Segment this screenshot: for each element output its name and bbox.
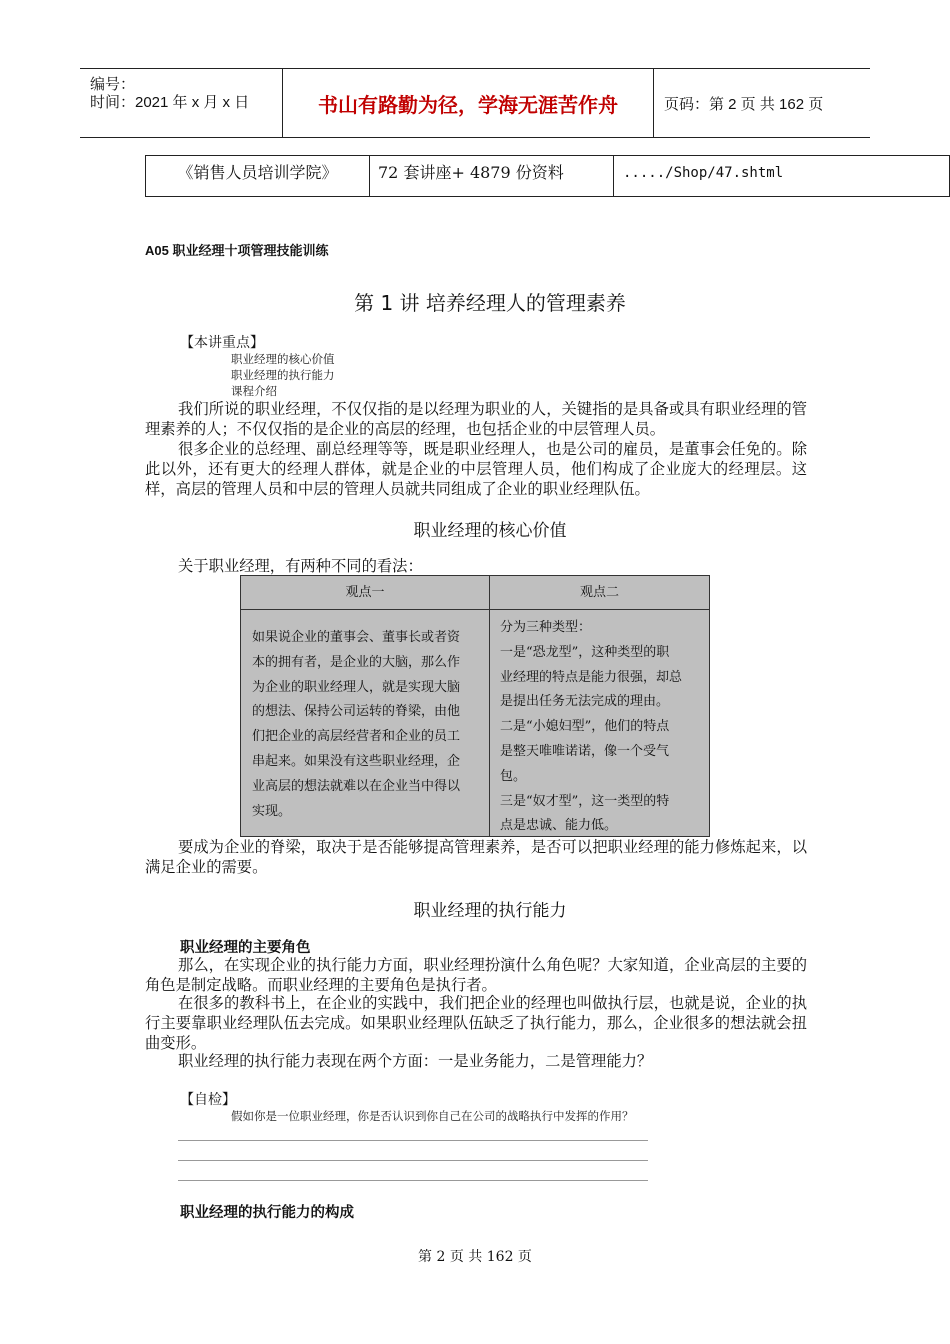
section-title: 职业经理的核心价值	[413, 521, 567, 541]
page-footer: 第 2 页 共 162 页	[418, 1249, 532, 1265]
section-title: 职业经理的执行能力	[413, 901, 567, 921]
subheading: 职业经理的执行能力的构成	[180, 1205, 354, 1221]
section-lead: 关于职业经理，有两种不同的看法：	[178, 557, 423, 575]
section-paragraph: 要成为企业的脊梁，取决于是否能够提高管理素养，是否可以把职业经理的能力修炼起来，以满足企业的需要。	[145, 838, 807, 876]
key-point-item: 职业经理的核心价值	[231, 352, 335, 366]
source-name: 《销售人员培训学院》	[146, 156, 370, 196]
self-check-question: 假如你是一位职业经理，你是否认识到你自己在公司的战略执行中发挥的作用？	[231, 1109, 634, 1123]
table-header-left: 观点一	[241, 576, 490, 610]
key-point-item: 课程介绍	[231, 384, 277, 398]
key-points-label: 【本讲重点】	[180, 335, 264, 351]
section-paragraph: 那么，在实现企业的执行能力方面，职业经理扮演什么角色呢？大家知道，企业高层的主要的角色是制定战略。而职业经理的主要角色是执行者。	[145, 956, 807, 994]
self-check-label: 【自检】	[180, 1092, 236, 1108]
header-meta	[80, 69, 283, 137]
answer-line[interactable]	[178, 1140, 648, 1141]
lecture-title: 第 1 讲 培养经理人的管理素养	[354, 291, 626, 315]
answer-line[interactable]	[178, 1160, 648, 1161]
answer-line[interactable]	[178, 1180, 648, 1181]
opinion-table	[240, 575, 710, 837]
section-paragraph: 职业经理的执行能力表现在两个方面：一是业务能力，二是管理能力？	[178, 1052, 653, 1070]
key-point-item: 职业经理的执行能力	[231, 368, 335, 382]
subheading: 职业经理的主要角色	[180, 940, 311, 956]
table-header-right: 观点二	[490, 576, 709, 610]
table-divider	[489, 609, 490, 836]
table-cell-right: 分为三种类型： 一是“恐龙型”，这种类型的职 业经理的特点是能力很强，却总 是提出任务无法完成的理由。 二是“小媳妇型”，他们的特点 是整天唯唯诺诺，像一个受气 包。 三是“奴才型”，这一类型的特 点是忠诚、能力低。	[500, 620, 683, 834]
intro-paragraph: 我们所说的职业经理，不仅仅指的是以经理为职业的人，关键指的是具备或具有职业经理的管理素养的人；不仅仅指的是企业的高层的经理，也包括企业的中层管理人员。	[145, 400, 807, 438]
document-header	[80, 68, 870, 138]
intro-paragraph: 很多企业的总经理、副总经理等等，既是职业经理人，也是公司的雇员，是董事会任免的。除此以外，还有更大的经理人群体，就是企业的中层管理人员，他们构成了企业庞大的经理层。这样，高层的管理人员和中层的管理人员就共同组成了企业的职业经理队伍。	[145, 440, 807, 498]
source-table	[145, 155, 950, 197]
table-cell-left: 如果说企业的董事会、董事长或者资 本的拥有者，是企业的大脑，那么作 为企业的职业经理人，就是实现大脑 的想法、保持公司运转的脊梁，由他 们把企业的高层经营者和企业的员工 串起来。如果没有这些职业经理，企 业高层的想法就难以在企业当中得以 实现。	[252, 630, 461, 819]
header-page-info: 页码：第 2 页 共 162 页	[664, 95, 824, 113]
number-label: 编号：	[90, 76, 136, 93]
series-title: A05 职业经理十项管理技能训练	[145, 243, 329, 258]
time-label: 时间：2021 年 x 月 x 日	[90, 94, 250, 111]
header-motto: 书山有路勤为径，学海无涯苦作舟	[283, 69, 654, 137]
section-paragraph: 在很多的教科书上，在企业的实践中，我们把企业的经理也叫做执行层，也就是说，企业的执行主要靠职业经理队伍去完成。如果职业经理队伍缺乏了执行能力，那么，企业很多的想法就会扭曲变形。	[145, 994, 807, 1052]
source-count: 72 套讲座+ 4879 份资料	[370, 156, 614, 196]
source-link[interactable]: ...../Shop/47.shtml	[623, 165, 784, 181]
